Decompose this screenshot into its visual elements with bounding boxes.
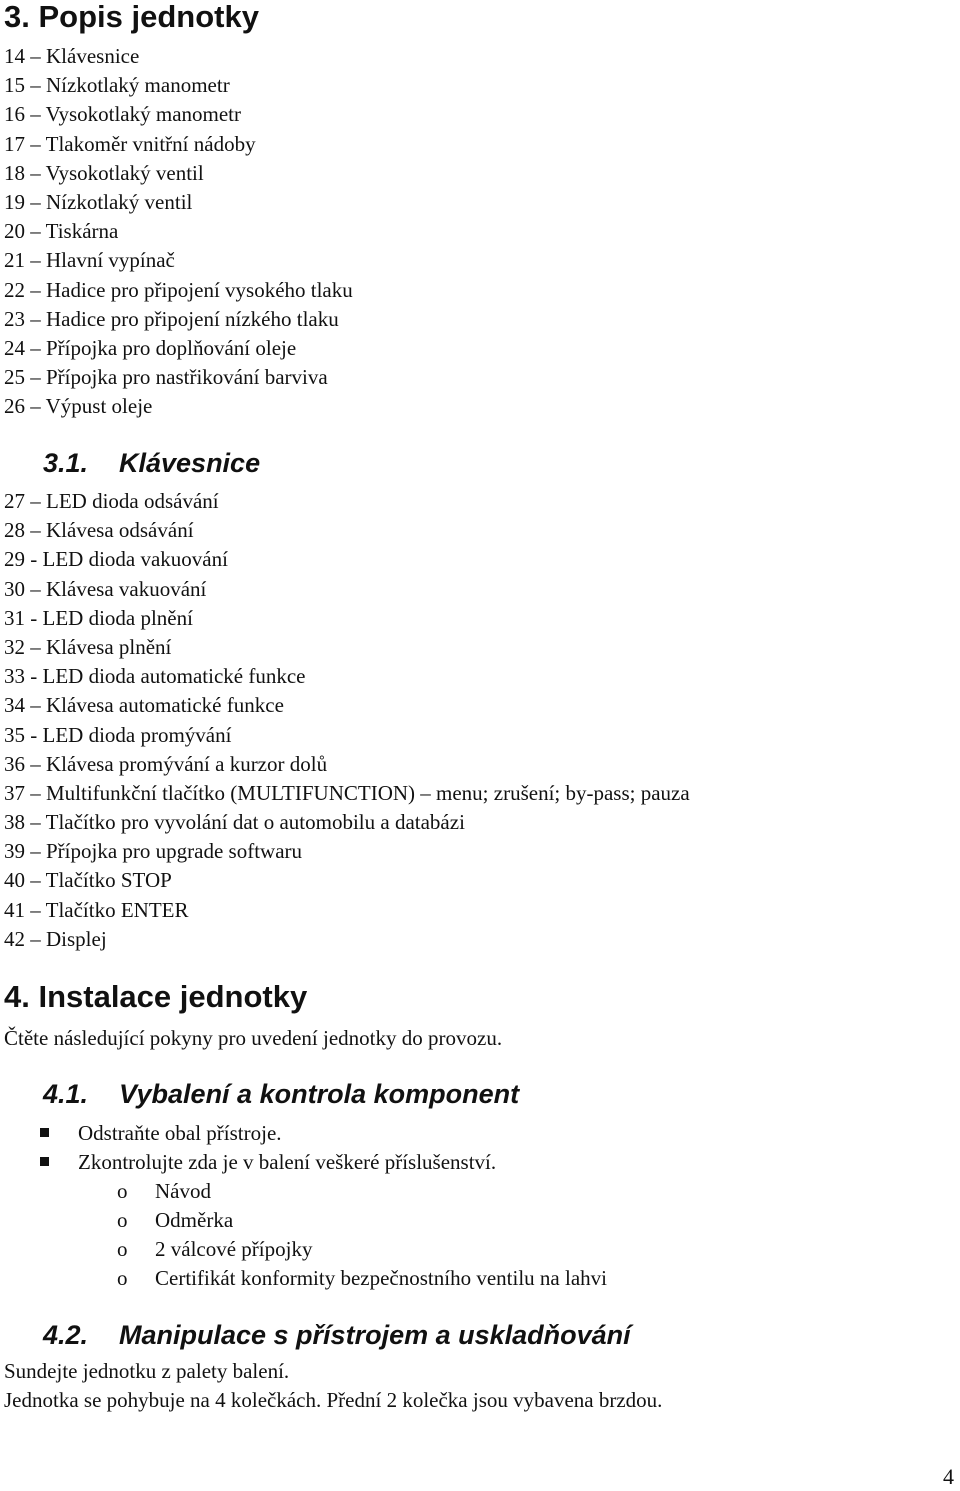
sublist-text: Odměrka [155,1208,234,1232]
bullet-text: Zkontrolujte zda je v balení veškeré příslušenství. [78,1150,497,1174]
section-title: Manipulace s přístrojem a uskladňování [119,1320,631,1350]
list-item: 42 – Displej [4,926,107,951]
section-4-intro: Čtěte následující pokyny pro uvedení jednotky do provozu. [4,1026,503,1050]
sublist-item [116,1235,607,1264]
sublist-text: 2 válcové přípojky [155,1237,313,1261]
sublist-item [116,1206,607,1235]
section-number: 4.1. [43,1079,89,1109]
list-item: 30 – Klávesa vakuování [4,576,207,601]
list-item: 37 – Multifunkční tlačítko (MULTIFUNCTION) – menu; zrušení; by-pass; pauza [4,780,690,805]
list-item: 41 – Tlačítko ENTER [4,897,189,922]
list-item: 29 - LED dioda vakuování [4,547,228,572]
list-item: 20 – Tiskárna [4,219,119,244]
list-item: 35 - LED dioda promývání [4,722,232,747]
circle-bullet-marker: o [117,1237,128,1261]
unpacking-bullets [40,1119,496,1177]
sublist-text: Certifikát konformity bezpečnostního ventilu na lahvi [155,1266,607,1290]
page-number: 4 [943,1464,954,1489]
list-item: 14 – Klávesnice [4,44,140,68]
list-item: 33 - LED dioda automatické funkce [4,664,306,689]
list-item: 28 – Klávesa odsávání [4,518,194,543]
accessories-sublist [116,1177,607,1293]
sublist-text: Návod [155,1179,211,1203]
sublist-item [116,1177,607,1206]
list-item: 22 – Hadice pro připojení vysokého tlaku [4,277,353,302]
sublist-item [116,1264,607,1293]
list-item: 24 – Přípojka pro doplňování oleje [4,335,297,360]
section-title: Klávesnice [119,448,261,478]
square-bullet-icon [40,1128,49,1137]
square-bullet-icon [40,1157,49,1166]
list-item: 17 – Tlakoměr vnitřní nádoby [4,131,256,156]
list-item: 32 – Klávesa plnění [4,634,172,659]
list-item: 34 – Klávesa automatické funkce [4,693,284,718]
list-item: 40 – Tlačítko STOP [4,868,172,893]
section-3-heading: 3. Popis jednotky [4,0,259,34]
circle-bullet-marker: o [117,1179,128,1203]
list-item: 25 – Přípojka pro nastřikování barviva [4,365,328,390]
section-title: Vybalení a kontrola komponent [119,1079,520,1109]
list-item: 38 – Tlačítko pro vyvolání dat o automobilu a databázi [4,810,465,835]
list-item: 15 – Nízkotlaký manometr [4,73,230,98]
list-item: 27 – LED dioda odsávání [4,489,219,513]
list-item: 39 – Přípojka pro upgrade softwaru [4,839,303,864]
handling-line-2: Jednotka se pohybuje na 4 kolečkách. Přední 2 kolečka jsou vybavena brzdou. [4,1388,663,1412]
handling-line-1: Sundejte jednotku z palety balení. [4,1359,290,1383]
circle-bullet-marker: o [117,1208,128,1232]
list-item: 19 – Nízkotlaký ventil [4,189,193,214]
list-item: 21 – Hlavní vypínač [4,248,175,273]
section-4-heading: 4. Instalace jednotky [4,979,308,1014]
bullet-text: Odstraňte obal přístroje. [78,1121,282,1145]
bullet-item [40,1148,496,1177]
list-item: 26 – Výpust oleje [4,394,153,419]
section-number: 3.1. [43,448,89,478]
list-item: 36 – Klávesa promývání a kurzor dolů [4,751,328,776]
list-item: 23 – Hadice pro připojení nízkého tlaku [4,306,339,331]
section-number: 4.2. [43,1320,89,1350]
list-item: 31 - LED dioda plnění [4,605,193,630]
circle-bullet-marker: o [117,1266,128,1290]
component-list [4,42,353,421]
bullet-item [40,1119,496,1148]
list-item: 18 – Vysokotlaký ventil [4,160,204,185]
list-item: 16 – Vysokotlaký manometr [4,102,242,127]
keyboard-list [4,487,690,954]
